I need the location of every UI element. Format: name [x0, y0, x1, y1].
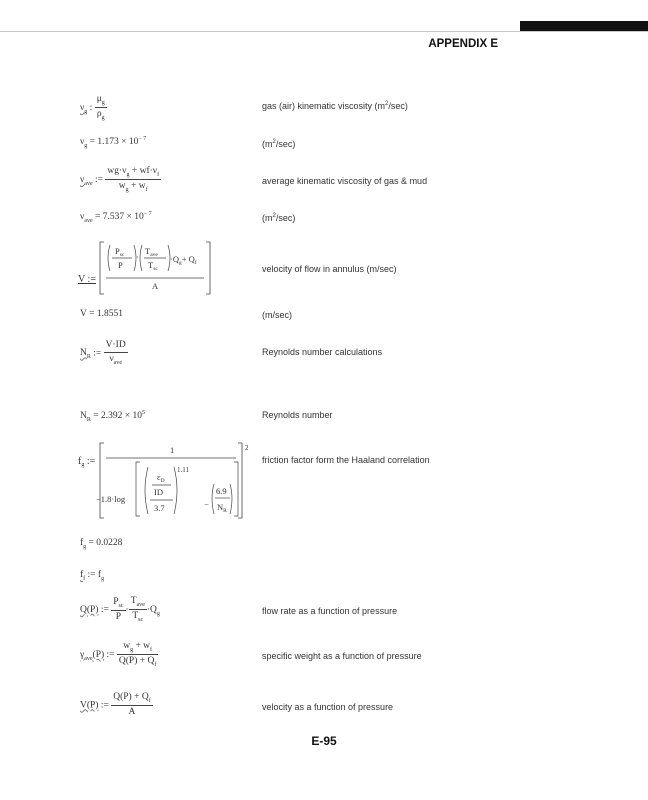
header-bar	[520, 21, 648, 31]
equation-annulus-velocity	[78, 238, 228, 298]
description-annulus-velocity: velocity of flow in annulus (m/sec)	[262, 264, 397, 274]
svg-text:2: 2	[245, 444, 249, 452]
header-rule	[0, 31, 648, 32]
equation-avg-viscosity-value: $\nu_{ave} = 7.537 \times 10^{- 7}$	[80, 211, 152, 225]
description-units-1: $(m^2/\sec)$	[262, 139, 296, 149]
svg-text:·: ·	[136, 253, 139, 262]
svg-text:P: P	[118, 260, 123, 270]
svg-text:fg :=: $f_g$ :=	[78, 456, 96, 468]
page-number: E-95	[311, 734, 337, 748]
equation-specific-weight-function: $\gamma_{ave}(P)$ := $\frac{w_g + w_f}{Q(P) + Q_f}$	[80, 641, 157, 668]
description-avg-viscosity: average kinematic viscosity of gas & mud	[262, 176, 428, 186]
svg-text:−: −	[204, 499, 209, 509]
equation-friction-assign: $f_f$ := $f_g$	[80, 570, 105, 582]
description-gas-viscosity: gas (air) kinematic viscosity $(m^2/\sec)$	[262, 101, 408, 111]
eq-lhs: V :=	[78, 274, 96, 285]
svg-text:·Qg+ Qf: $\cdot Q_g+ Q_f$	[170, 254, 197, 266]
equation-friction-value: $f_g = 0.0228$	[80, 538, 123, 550]
svg-text:Psc: $P_{sc}$	[115, 246, 125, 258]
eq-fraction: $\frac{\mu_g}{\rho_g}$	[96, 94, 105, 121]
svg-text:A: A	[152, 281, 159, 291]
equation-reynolds-value: $N_R = 2.392 \times 10^5$	[80, 410, 145, 424]
description-velocity-function: velocity as a function of pressure	[262, 702, 394, 712]
equation-velocity-function: V(P) := $\frac{Q(P) + Q_f}{A}$	[80, 692, 151, 717]
equation-reynolds-def: $N_R$ := $\frac{V\cdot ID}{\nu_{ave}}$	[80, 340, 126, 366]
appendix-title: APPENDIX E	[428, 38, 498, 50]
description-flow-rate: flow rate as a function of pressure	[262, 606, 398, 616]
description-units-3: (m/sec)	[262, 310, 292, 320]
equation-gas-viscosity-def: $\nu_g$ : $\frac{\mu_g}{\rho_g}$	[80, 94, 105, 121]
equation-avg-viscosity-def: $\nu_{ave}$ := $\frac{wg\cdot\nu_g + wf\cdot\nu_f}{w_g + w_f}$	[80, 166, 160, 193]
description-haaland: friction factor form the Haaland correlation	[262, 455, 430, 465]
svg-text:3.7: 3.7	[154, 503, 165, 513]
svg-text:6.9: 6.9	[216, 486, 227, 496]
description-specific-weight: specific weight as a function of pressure	[262, 651, 422, 661]
svg-text:NR: $N_R$	[217, 502, 227, 514]
eq-lhs: $\nu_g$	[80, 103, 88, 115]
svg-text:Tave: $T_{ave}$	[145, 246, 158, 258]
svg-text:−1.8·log: −1.8·log	[96, 494, 126, 504]
svg-text:ID: ID	[154, 487, 163, 497]
svg-text:1: 1	[170, 445, 175, 455]
svg-text:εD: $\varepsilon_D$	[157, 472, 165, 484]
svg-text:Tsc: $T_{sc}$	[148, 260, 158, 272]
svg-text:1.11: 1.11	[177, 466, 189, 474]
equation-haaland-friction	[78, 440, 263, 522]
equation-gas-viscosity-value: $\nu_g = 1.173 \times 10^{- 7}$	[80, 136, 147, 150]
equation-flow-rate-function: Q(P) := $\frac{P_{sc}}{P}$ · $\frac{T_{ave}}{T_{sc}}$ $\cdot Q_g$	[80, 596, 160, 623]
equation-velocity-value: V = 1.8551	[80, 309, 123, 319]
description-reynolds-number: Reynolds number	[262, 410, 333, 420]
description-units-2: $(m^2/\sec)$	[262, 213, 296, 223]
description-reynolds-calc: Reynolds number calculations	[262, 347, 383, 357]
